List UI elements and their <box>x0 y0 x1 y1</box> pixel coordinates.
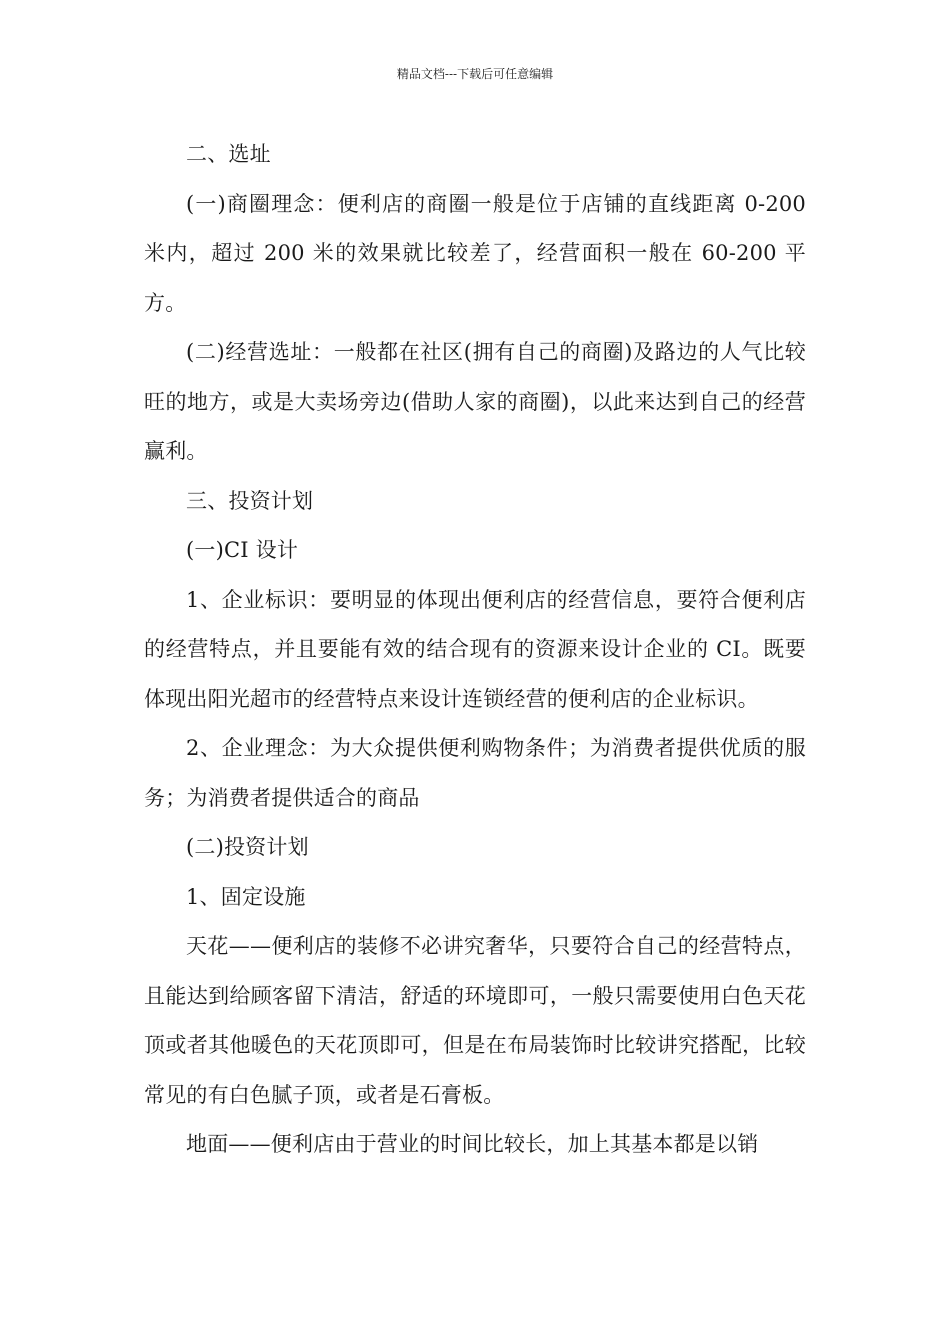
page-header: 精品文档---下载后可任意编辑 <box>396 67 554 81</box>
paragraph-corporate-philosophy: 2、企业理念：为大众提供便利购物条件；为消费者提供优质的服务；为消费者提供适合的商品 <box>144 736 806 810</box>
document-body <box>144 130 806 1170</box>
paragraph-trade-area-concept: (一)商圈理念：便利店的商圈一般是位于店铺的直线距离 0-200 米内，超过 200 米的效果就比较差了，经营面积一般在 60-200 平方。 <box>144 191 806 315</box>
section-heading-investment-plan: 三、投资计划 <box>186 488 314 513</box>
paragraph-floor: 地面——便利店由于营业的时间比较长，加上其基本都是以销 <box>186 1132 759 1156</box>
subheading-ci-design: (一)CI 设计 <box>186 538 299 562</box>
paragraph-site-selection: (二)经营选址：一般都在社区(拥有自己的商圈)及路边的人气比较旺的地方，或是大卖场旁边(借助人家的商圈)，以此来达到自己的经营赢利。 <box>144 340 806 463</box>
paragraph-ceiling: 天花——便利店的装修不必讲究奢华，只要符合自己的经营特点，且能达到给顾客留下清洁，舒适的环境即可，一般只需要使用白色天花顶或者其他暖色的天花顶即可，但是在布局装饰时比较讲究搭配，比较常见的有白色腻子顶，或者是石膏板。 <box>144 934 806 1107</box>
section-heading-site-selection: 二、选址 <box>186 142 271 166</box>
subheading-fixed-facilities: 1、固定设施 <box>186 884 306 909</box>
subheading-investment-plan: (二)投资计划 <box>186 835 309 859</box>
paragraph-corporate-identity: 1、企业标识：要明显的体现出便利店的经营信息，要符合便利店的经营特点，并且要能有效的结合现有的资源来设计企业的 CI。既要体现出阳光超市的经营特点来设计连锁经营的便利店的企业标识。 <box>144 587 806 711</box>
